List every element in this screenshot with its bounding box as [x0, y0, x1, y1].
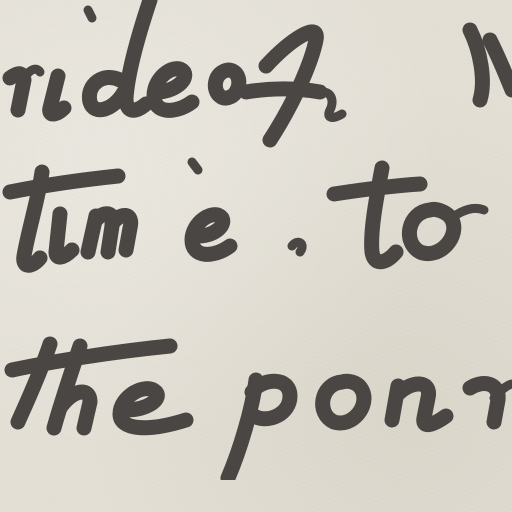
- line-2-ink: [0, 140, 512, 310]
- line-3-text: [0, 310, 1, 311]
- line-3-ink: [0, 310, 512, 480]
- handwriting-line-1: [0, 0, 512, 150]
- handwriting-line-2: [0, 140, 512, 310]
- line-2-text: [0, 140, 1, 141]
- line-1-ink: [0, 0, 512, 150]
- handwriting-line-3: [0, 310, 512, 480]
